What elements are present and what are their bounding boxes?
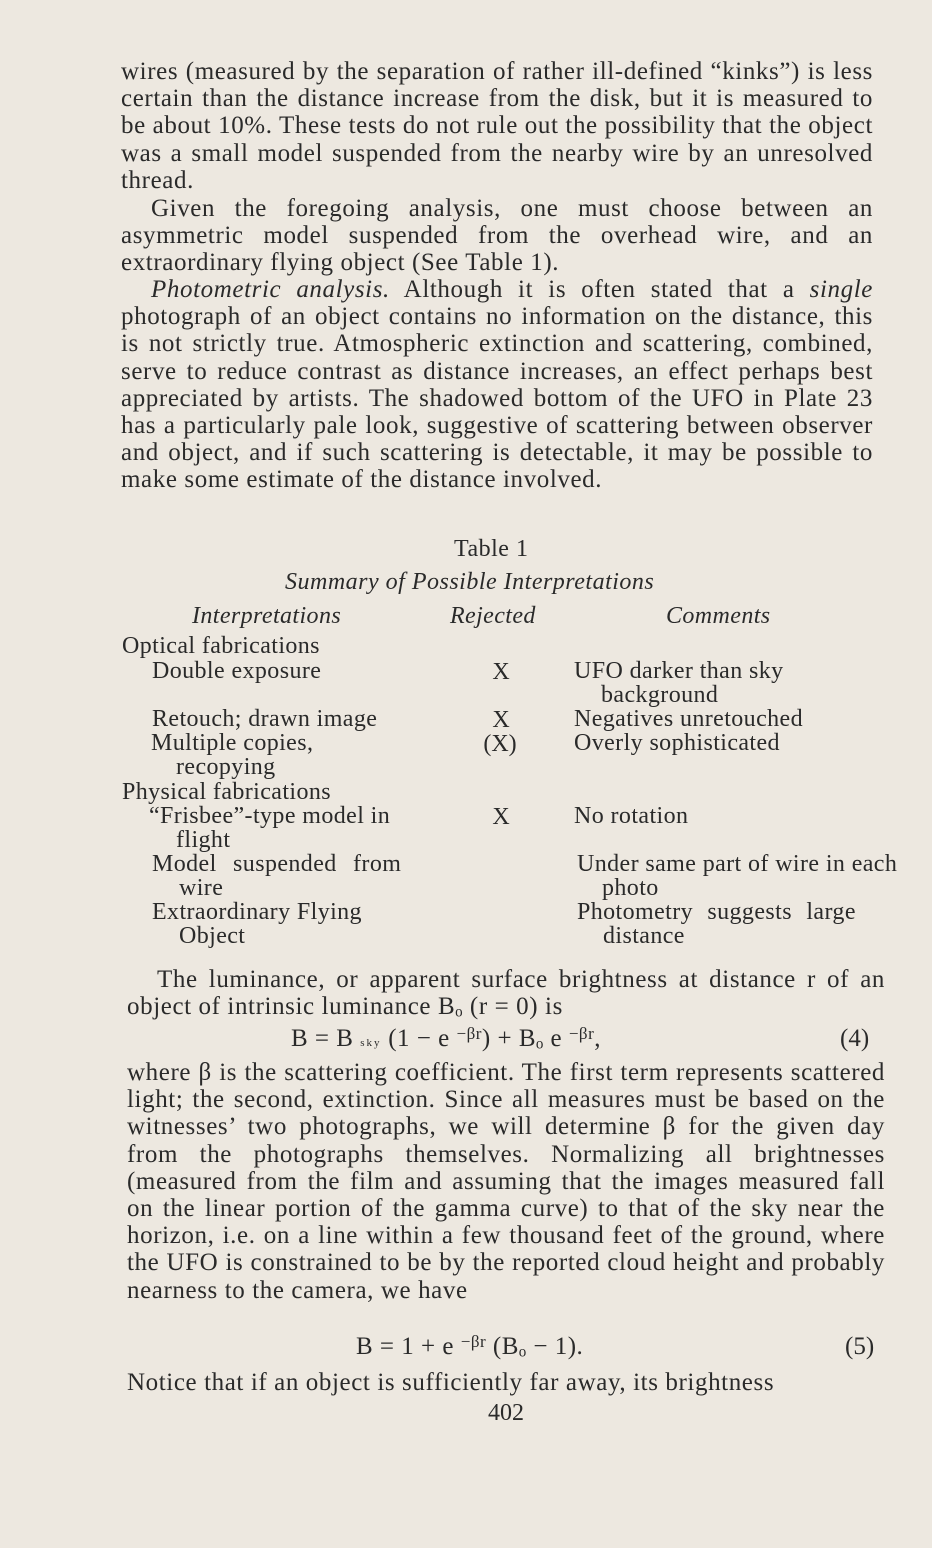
paragraph-scattering-coefficient: where β is the scattering coefficient. The first term represents scattered light; the second, extinction. Since all measures must be based on the witnesses’ two photographs, we will determine β for the given day from the photographs themselves. Normalizing all brightnesses (measured from the film and assuming that the images measured fall on the linear portion of the gamma curve) to that of the sky near the horizon, i.e. on a line within a few thousand feet of the ground, where the UFO is constrained to be by the reported cloud height and probably nearness to the camera, we have <box>127 1059 885 1304</box>
paragraph-text: Given the foregoing analysis, one must choose between an asymmetric model suspended from the overhead wire, and an extraordinary flying object (See Table 1). <box>121 195 873 277</box>
equation-4-number: (4) <box>840 1025 870 1052</box>
row-model-suspended-label: Model suspended from wire <box>152 851 402 901</box>
equation-superscript: −βr <box>460 1332 487 1351</box>
paragraph-luminance <box>127 966 885 1020</box>
group-optical-fabrications: Optical fabrications <box>122 633 320 659</box>
equation-5 <box>356 1332 583 1361</box>
row-retouch-rejected: X <box>492 707 510 733</box>
equation-4 <box>291 1024 601 1053</box>
equation-part: , <box>594 1025 601 1052</box>
row-extraordinary-label: Extraordinary Flying Object <box>152 899 362 949</box>
equation-part: (Bₒ − 1). <box>486 1333 584 1360</box>
section-heading: Photometric analysis. <box>151 276 390 303</box>
equation-subscript: sky <box>360 1037 382 1049</box>
equation-superscript: −βr <box>456 1024 482 1043</box>
emphasis-word: single <box>809 276 873 303</box>
row-multiple-copies-comment: Overly sophisticated <box>574 730 780 756</box>
equation-5-number: (5) <box>845 1333 875 1360</box>
row-frisbee-label: “Frisbee”-type model in flight <box>149 803 391 853</box>
group-physical-fabrications: Physical fabrications <box>122 779 332 805</box>
paragraph-wires: wires (measured by the separation of rather ill-defined “kinks”) is less certain than the distance increase from the disk, but it is measured to be about 10%. These tests do not rule out the possibility that the object was a small model suspended from the nearby wire by an unresolved thread. <box>121 58 873 194</box>
equation-part: (1 − e <box>381 1025 457 1052</box>
row-retouch-label: Retouch; drawn image <box>152 706 378 732</box>
column-header-interpretations: Interpretations <box>192 603 342 629</box>
equation-superscript: −βr <box>568 1024 595 1043</box>
row-multiple-copies-label: Multiple copies, recopying <box>151 730 314 780</box>
table-title: Summary of Possible Interpretations <box>285 569 655 595</box>
table-label: Table 1 <box>454 536 529 562</box>
page-number: 402 <box>488 1400 524 1426</box>
column-header-rejected: Rejected <box>450 603 536 629</box>
paragraph-text: Although it is often stated that a <box>389 276 810 303</box>
row-double-exposure-rejected: X <box>492 659 510 685</box>
column-header-comments: Comments <box>666 603 771 629</box>
row-extraordinary-comment: Photometry suggests large distance <box>577 899 856 949</box>
paragraph-text: photograph of an object contains no information on the distance, this is not strictly true. Atmospheric extinction and scattering, combined, serve to reduce contrast as distance increases, an effect perhaps best appreciated by artists. The shadowed bottom of the UFO in Plate 23 has a particularly pale look, suggestive of scattering between observer and object, and if such scattering is detectable, it may be possible to make some estimate of the distance involved. <box>121 303 873 494</box>
row-retouch-comment: Negatives unretouched <box>574 706 803 732</box>
row-frisbee-comment: No rotation <box>574 803 689 829</box>
paragraph-photometric-analysis <box>121 276 873 494</box>
row-double-exposure-label: Double exposure <box>152 658 322 684</box>
paragraph-foregoing-analysis <box>121 195 873 277</box>
paragraph-notice: Notice that if an object is sufficiently far away, its brightness <box>127 1369 775 1396</box>
equation-part: ) + Bₒ e <box>481 1025 569 1052</box>
equation-part: B = B <box>291 1025 361 1052</box>
row-frisbee-rejected: X <box>492 804 510 830</box>
paragraph-text: The luminance, or apparent surface brightness at distance r of an object of intrinsic luminance Bₒ (r = 0) is <box>127 966 885 1021</box>
equation-part: B = 1 + e <box>356 1333 461 1360</box>
row-double-exposure-comment: UFO darker than sky background <box>574 658 784 708</box>
row-multiple-copies-rejected: (X) <box>483 731 517 757</box>
row-model-suspended-comment: Under same part of wire in each photo <box>577 851 898 901</box>
